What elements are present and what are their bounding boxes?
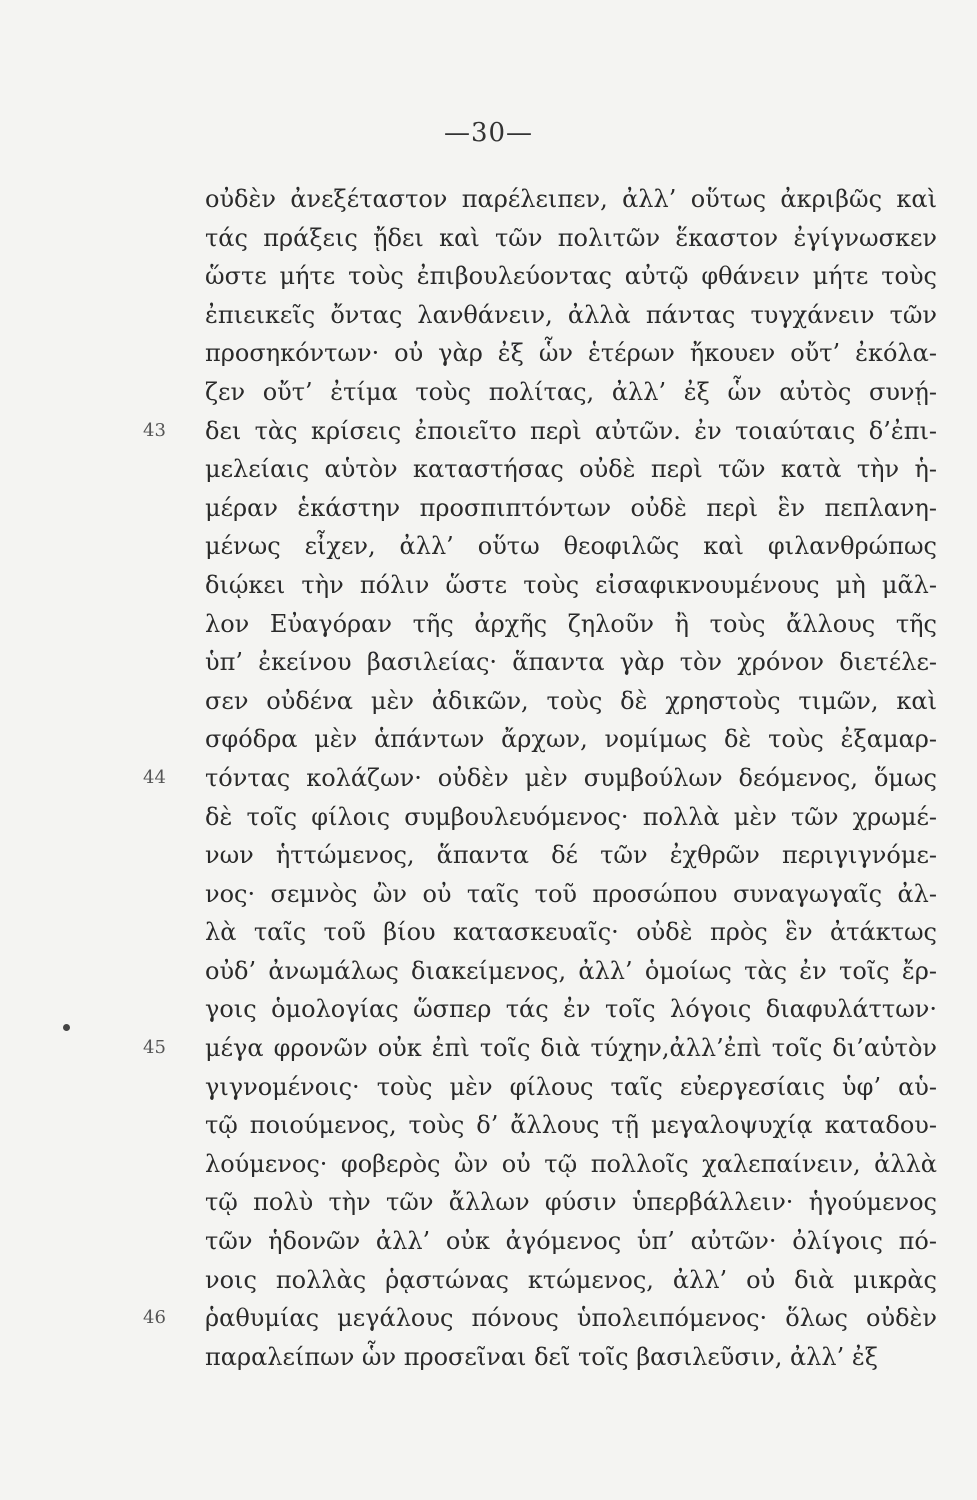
line-text: τάς πράξεις ᾔδει καὶ τῶν πολιτῶν ἕκαστον ἐγίγνωσκεν xyxy=(205,223,937,252)
line-text: μέγα φρονῶν οὐκ ἐπὶ τοῖς διὰ τύχην,ἀλλ’ἐπὶ τοῖς δι’αὑτὸν xyxy=(205,1034,937,1063)
section-number: 46 xyxy=(143,1307,166,1329)
line-text: οὐδὲν ἀνεξέταστον παρέλειπεν, ἀλλ’ οὕτως ἀκριβῶς καὶ xyxy=(205,185,937,213)
text-line xyxy=(205,450,937,489)
section-number: 43 xyxy=(143,419,166,441)
line-text: τόντας κολάζων· οὐδὲν μὲν συμβούλων δεόμενος, ὅμως xyxy=(205,763,937,792)
text-line xyxy=(205,257,937,296)
text-line xyxy=(205,1222,937,1261)
line-text: δὲ τοῖς φίλοις συμβουλευόμενος· πολλὰ μὲν τῶν χρωμέ- xyxy=(205,802,937,831)
text-line xyxy=(205,643,937,682)
text-line xyxy=(205,180,937,219)
line-text: ὥστε μήτε τοὺς ἐπιβουλεύοντας αὐτῷ φθάνειν μήτε τοὺς xyxy=(205,262,937,291)
text-line xyxy=(205,682,937,721)
line-text: λὰ ταῖς τοῦ βίου κατασκευαῖς· οὐδὲ πρὸς ἓν ἀτάκτως xyxy=(205,918,937,947)
text-line xyxy=(205,1261,937,1300)
body-text xyxy=(143,180,937,1376)
line-text: μένως εἶχεν, ἀλλ’ οὕτω θεοφιλῶς καὶ φιλανθρώπως xyxy=(205,532,937,561)
line-text: ῥαθυμίας μεγάλους πόνους ὑπολειπόμενος· ὅλως οὐδὲν xyxy=(205,1304,937,1333)
line-text: γοις ὁμολογίας ὥσπερ τάς ἐν τοῖς λόγοις διαφυλάττων· xyxy=(205,995,937,1024)
line-text: τῷ ποιούμενος, τοὺς δ’ ἄλλους τῇ μεγαλοψυχίᾳ καταδου- xyxy=(205,1111,937,1140)
text-line xyxy=(205,1183,937,1222)
text-line xyxy=(205,798,937,837)
text-line xyxy=(205,1145,937,1184)
text-line xyxy=(205,720,937,759)
text-line xyxy=(205,1338,937,1377)
line-text: γιγνομένοις· τοὺς μὲν φίλους ταῖς εὐεργεσίαις ὑφ’ αὑ- xyxy=(205,1072,937,1101)
text-line xyxy=(205,334,937,373)
text-line xyxy=(143,1029,937,1068)
text-line xyxy=(205,952,937,991)
text-line xyxy=(143,759,937,798)
text-line xyxy=(205,836,937,875)
margin-dot xyxy=(63,1024,70,1031)
line-text: προσηκόντων· οὐ γὰρ ἐξ ὧν ἑτέρων ἤκουεν οὔτ’ ἐκόλα- xyxy=(205,339,937,368)
line-text: νοις πολλὰς ῥᾳστώνας κτώμενος, ἀλλ’ οὐ διὰ μικρὰς xyxy=(205,1265,937,1294)
line-text: λούμενος· φοβερὸς ὢν οὐ τῷ πολλοῖς χαλεπαίνειν, ἀλλὰ xyxy=(205,1149,937,1178)
page-number: —30— xyxy=(443,118,534,148)
text-line xyxy=(205,296,937,335)
text-line xyxy=(205,913,937,952)
line-text: παραλείπων ὧν προσεῖναι δεῖ τοῖς βασιλεῦσιν, ἀλλ’ ἐξ xyxy=(205,1342,878,1371)
text-line xyxy=(205,1106,937,1145)
line-text: τῶν ἡδονῶν ἀλλ’ οὐκ ἀγόμενος ὑπ’ αὐτῶν· ὀλίγοις πό- xyxy=(205,1227,937,1256)
text-line xyxy=(205,605,937,644)
text-line xyxy=(205,875,937,914)
line-text: ὑπ’ ἐκείνου βασιλείας· ἅπαντα γὰρ τὸν χρόνον διετέλε- xyxy=(205,648,937,677)
text-line xyxy=(205,527,937,566)
section-number: 44 xyxy=(143,766,166,788)
line-text: οὐδ’ ἀνωμάλως διακείμενος, ἀλλ’ ὁμοίως τὰς ἐν τοῖς ἔρ- xyxy=(205,956,937,985)
line-text: σεν οὐδένα μὲν ἀδικῶν, τοὺς δὲ χρηστοὺς τιμῶν, καὶ xyxy=(205,686,937,715)
text-line xyxy=(143,1299,937,1338)
text-line xyxy=(143,412,937,451)
line-text: τῷ πολὺ τὴν τῶν ἄλλων φύσιν ὑπερβάλλειν· ἡγούμενος xyxy=(205,1188,937,1217)
text-line xyxy=(205,990,937,1029)
line-text: ἐπιεικεῖς ὄντας λανθάνειν, ἀλλὰ πάντας τυγχάνειν τῶν xyxy=(205,300,937,329)
text-line xyxy=(205,1068,937,1107)
line-text: δει τὰς κρίσεις ἐποιεῖτο περὶ αὐτῶν. ἐν τοιαύταις δ’ἐπι- xyxy=(205,416,937,445)
line-text: ζεν οὔτ’ ἐτίμα τοὺς πολίτας, ἀλλ’ ἐξ ὧν αὐτὸς συνῄ- xyxy=(205,377,937,406)
line-text: μέραν ἑκάστην προσπιπτόντων οὐδὲ περὶ ἓν πεπλανη- xyxy=(205,493,937,522)
text-line xyxy=(205,373,937,412)
section-number: 45 xyxy=(143,1037,166,1059)
line-text: σφόδρα μὲν ἁπάντων ἄρχων, νομίμως δὲ τοὺς ἐξαμαρ- xyxy=(205,725,937,754)
line-text: μελείαις αὑτὸν καταστήσας οὐδὲ περὶ τῶν κατὰ τὴν ἡ- xyxy=(205,455,937,484)
text-line xyxy=(205,489,937,528)
text-line xyxy=(205,219,937,258)
line-text: λον Εὐαγόραν τῆς ἀρχῆς ζηλοῦν ἢ τοὺς ἄλλους τῆς xyxy=(205,609,937,638)
text-line xyxy=(205,566,937,605)
line-text: διῴκει τὴν πόλιν ὥστε τοὺς εἰσαφικνουμένους μὴ μᾶλ- xyxy=(205,570,937,599)
line-text: νων ἡττώμενος, ἅπαντα δέ τῶν ἐχθρῶν περιγιγνόμε- xyxy=(205,841,937,870)
line-text: νος· σεμνὸς ὢν οὐ ταῖς τοῦ προσώπου συναγωγαῖς ἀλ- xyxy=(205,879,937,908)
